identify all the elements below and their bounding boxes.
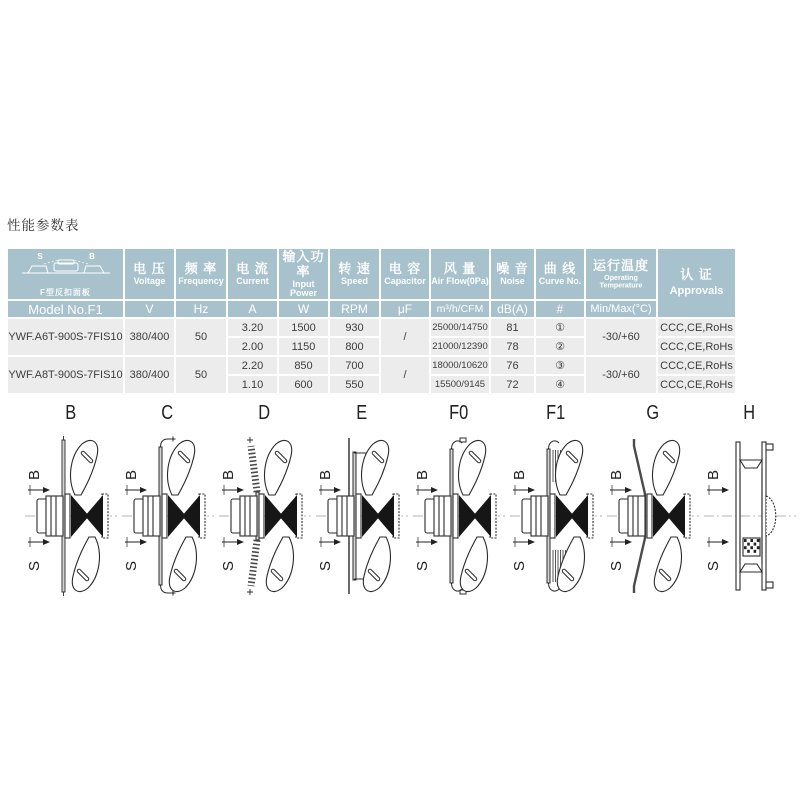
unit-temperature: Min/Max(°C) — [586, 301, 656, 317]
fan-drawing-C — [119, 400, 216, 599]
col-header-noise: 噪 音 Noise — [491, 249, 534, 299]
fan-side-view-diagram — [120, 426, 216, 599]
unit-airflow: m³/h/CFM — [431, 301, 489, 317]
logo-mark-right: B — [88, 251, 95, 261]
svg-text:S: S — [704, 560, 722, 571]
cell-noise: 76 — [491, 357, 534, 374]
model-column-label: Model No.F1 — [8, 301, 123, 317]
cell-current: 1.10 — [228, 376, 277, 393]
unit-noise: dB(A) — [491, 301, 534, 317]
unit-current: A — [228, 301, 277, 317]
fan-drawing-E — [313, 400, 410, 599]
svg-text:S: S — [219, 560, 237, 571]
svg-text:S: S — [316, 560, 334, 571]
svg-text:B: B — [219, 469, 237, 480]
svg-text:B: B — [122, 469, 140, 480]
cell-speed: 800 — [330, 338, 379, 355]
drawing-label: F0 — [448, 402, 469, 424]
cell-approvals: CCC,CE,RoHs — [658, 357, 735, 374]
svg-text:B: B — [704, 469, 722, 480]
unit-curve: # — [536, 301, 584, 317]
svg-text:S: S — [122, 560, 140, 571]
logo-mark-left: S — [36, 251, 43, 261]
mounting-variant-drawings — [22, 400, 798, 599]
cell-speed: 930 — [330, 319, 379, 336]
cell-noise: 81 — [491, 319, 534, 336]
cell-airflow: 25000/14750 — [431, 319, 489, 336]
svg-text:S: S — [25, 560, 43, 571]
drawing-label: E — [356, 402, 367, 424]
drawing-label: G — [646, 402, 659, 424]
svg-text:B: B — [510, 469, 528, 480]
cell-current: 2.20 — [228, 357, 277, 374]
cell-current: 3.20 — [228, 319, 277, 336]
col-header-frequency: 频 率 Frequency — [176, 249, 226, 299]
cell-noise: 72 — [491, 376, 534, 393]
col-header-speed: 转 速 Speed — [330, 249, 379, 299]
unit-capacitor: μF — [381, 301, 429, 317]
svg-text:B: B — [607, 469, 625, 480]
cell-airflow: 15500/9145 — [431, 376, 489, 393]
svg-text:S: S — [413, 560, 431, 571]
cell-capacitor: / — [381, 357, 429, 393]
drawing-label: H — [743, 402, 756, 424]
fan-side-view-diagram — [702, 426, 798, 599]
cell-model: YWF.A8T-900S-7FIS10 — [8, 357, 123, 393]
col-header-temperature: 运行温度 Operating Temperature — [586, 249, 656, 299]
fan-drawing-B — [22, 400, 119, 599]
cell-temperature: -30/+60 — [586, 357, 656, 393]
fan-drawing-G — [604, 400, 701, 599]
cell-power: 850 — [279, 357, 328, 374]
cell-power: 1150 — [279, 338, 328, 355]
svg-text:B: B — [25, 469, 43, 480]
cell-approvals: CCC,CE,RoHs — [658, 376, 735, 393]
fan-top-view-icon — [18, 251, 114, 281]
cell-model: YWF.A6T-900S-7FIS10 — [8, 319, 123, 355]
cell-curve: ④ — [536, 376, 584, 393]
svg-text:S: S — [510, 560, 528, 571]
cell-airflow: 21000/12390 — [431, 338, 489, 355]
cell-voltage: 380/400 — [125, 357, 174, 393]
cell-noise: 78 — [491, 338, 534, 355]
fan-side-view-diagram — [314, 426, 410, 599]
cell-curve: ② — [536, 338, 584, 355]
svg-text:B: B — [413, 469, 431, 480]
cell-curve: ① — [536, 319, 584, 336]
fan-type-caption: F型反扣面板 — [40, 287, 91, 297]
cell-frequency: 50 — [176, 357, 226, 393]
unit-frequency: Hz — [176, 301, 226, 317]
fan-drawing-F1 — [507, 400, 604, 599]
cell-approvals: CCC,CE,RoHs — [658, 338, 735, 355]
table-row — [8, 357, 735, 374]
cell-temperature: -30/+60 — [586, 319, 656, 355]
fan-side-view-diagram — [605, 426, 701, 599]
col-header-voltage: 电 压 Voltage — [125, 249, 174, 299]
fan-drawing-F0 — [410, 400, 507, 599]
drawing-label: C — [161, 402, 174, 424]
fan-side-view-diagram — [508, 426, 604, 599]
drawing-label: D — [258, 402, 271, 424]
cell-power: 1500 — [279, 319, 328, 336]
svg-text:S: S — [607, 560, 625, 571]
unit-voltage: V — [125, 301, 174, 317]
section-title: 性能参数表 — [7, 218, 80, 233]
cell-frequency: 50 — [176, 319, 226, 355]
cell-current: 2.00 — [228, 338, 277, 355]
performance-table — [6, 247, 737, 395]
table-row — [8, 319, 735, 336]
col-header-airflow: 风 量 Air Flow(0Pa) — [431, 249, 489, 299]
cell-approvals: CCC,CE,RoHs — [658, 319, 735, 336]
unit-power: W — [279, 301, 328, 317]
fan-side-view-diagram — [23, 426, 119, 599]
fan-side-view-diagram — [217, 426, 313, 599]
cell-curve: ③ — [536, 357, 584, 374]
drawing-label: F1 — [545, 402, 566, 424]
drawing-label: B — [65, 402, 76, 424]
col-header-input-power: 输入功率 Input Power — [279, 249, 328, 299]
col-header-capacitor: 电 容 Capacitor — [381, 249, 429, 299]
fan-side-view-diagram — [411, 426, 507, 599]
fan-drawing-D — [216, 400, 313, 599]
cell-speed: 700 — [330, 357, 379, 374]
cell-capacitor: / — [381, 319, 429, 355]
cell-power: 600 — [279, 376, 328, 393]
fan-type-logo-cell — [8, 249, 123, 299]
cell-speed: 550 — [330, 376, 379, 393]
col-header-current: 电 流 Current — [228, 249, 277, 299]
unit-speed: RPM — [330, 301, 379, 317]
col-header-approvals: 认 证 Approvals — [658, 249, 735, 317]
cell-voltage: 380/400 — [125, 319, 174, 355]
col-header-curve: 曲 线 Curve No. — [536, 249, 584, 299]
svg-text:B: B — [316, 469, 334, 480]
cell-airflow: 18000/10620 — [431, 357, 489, 374]
fan-drawing-H — [701, 400, 798, 599]
